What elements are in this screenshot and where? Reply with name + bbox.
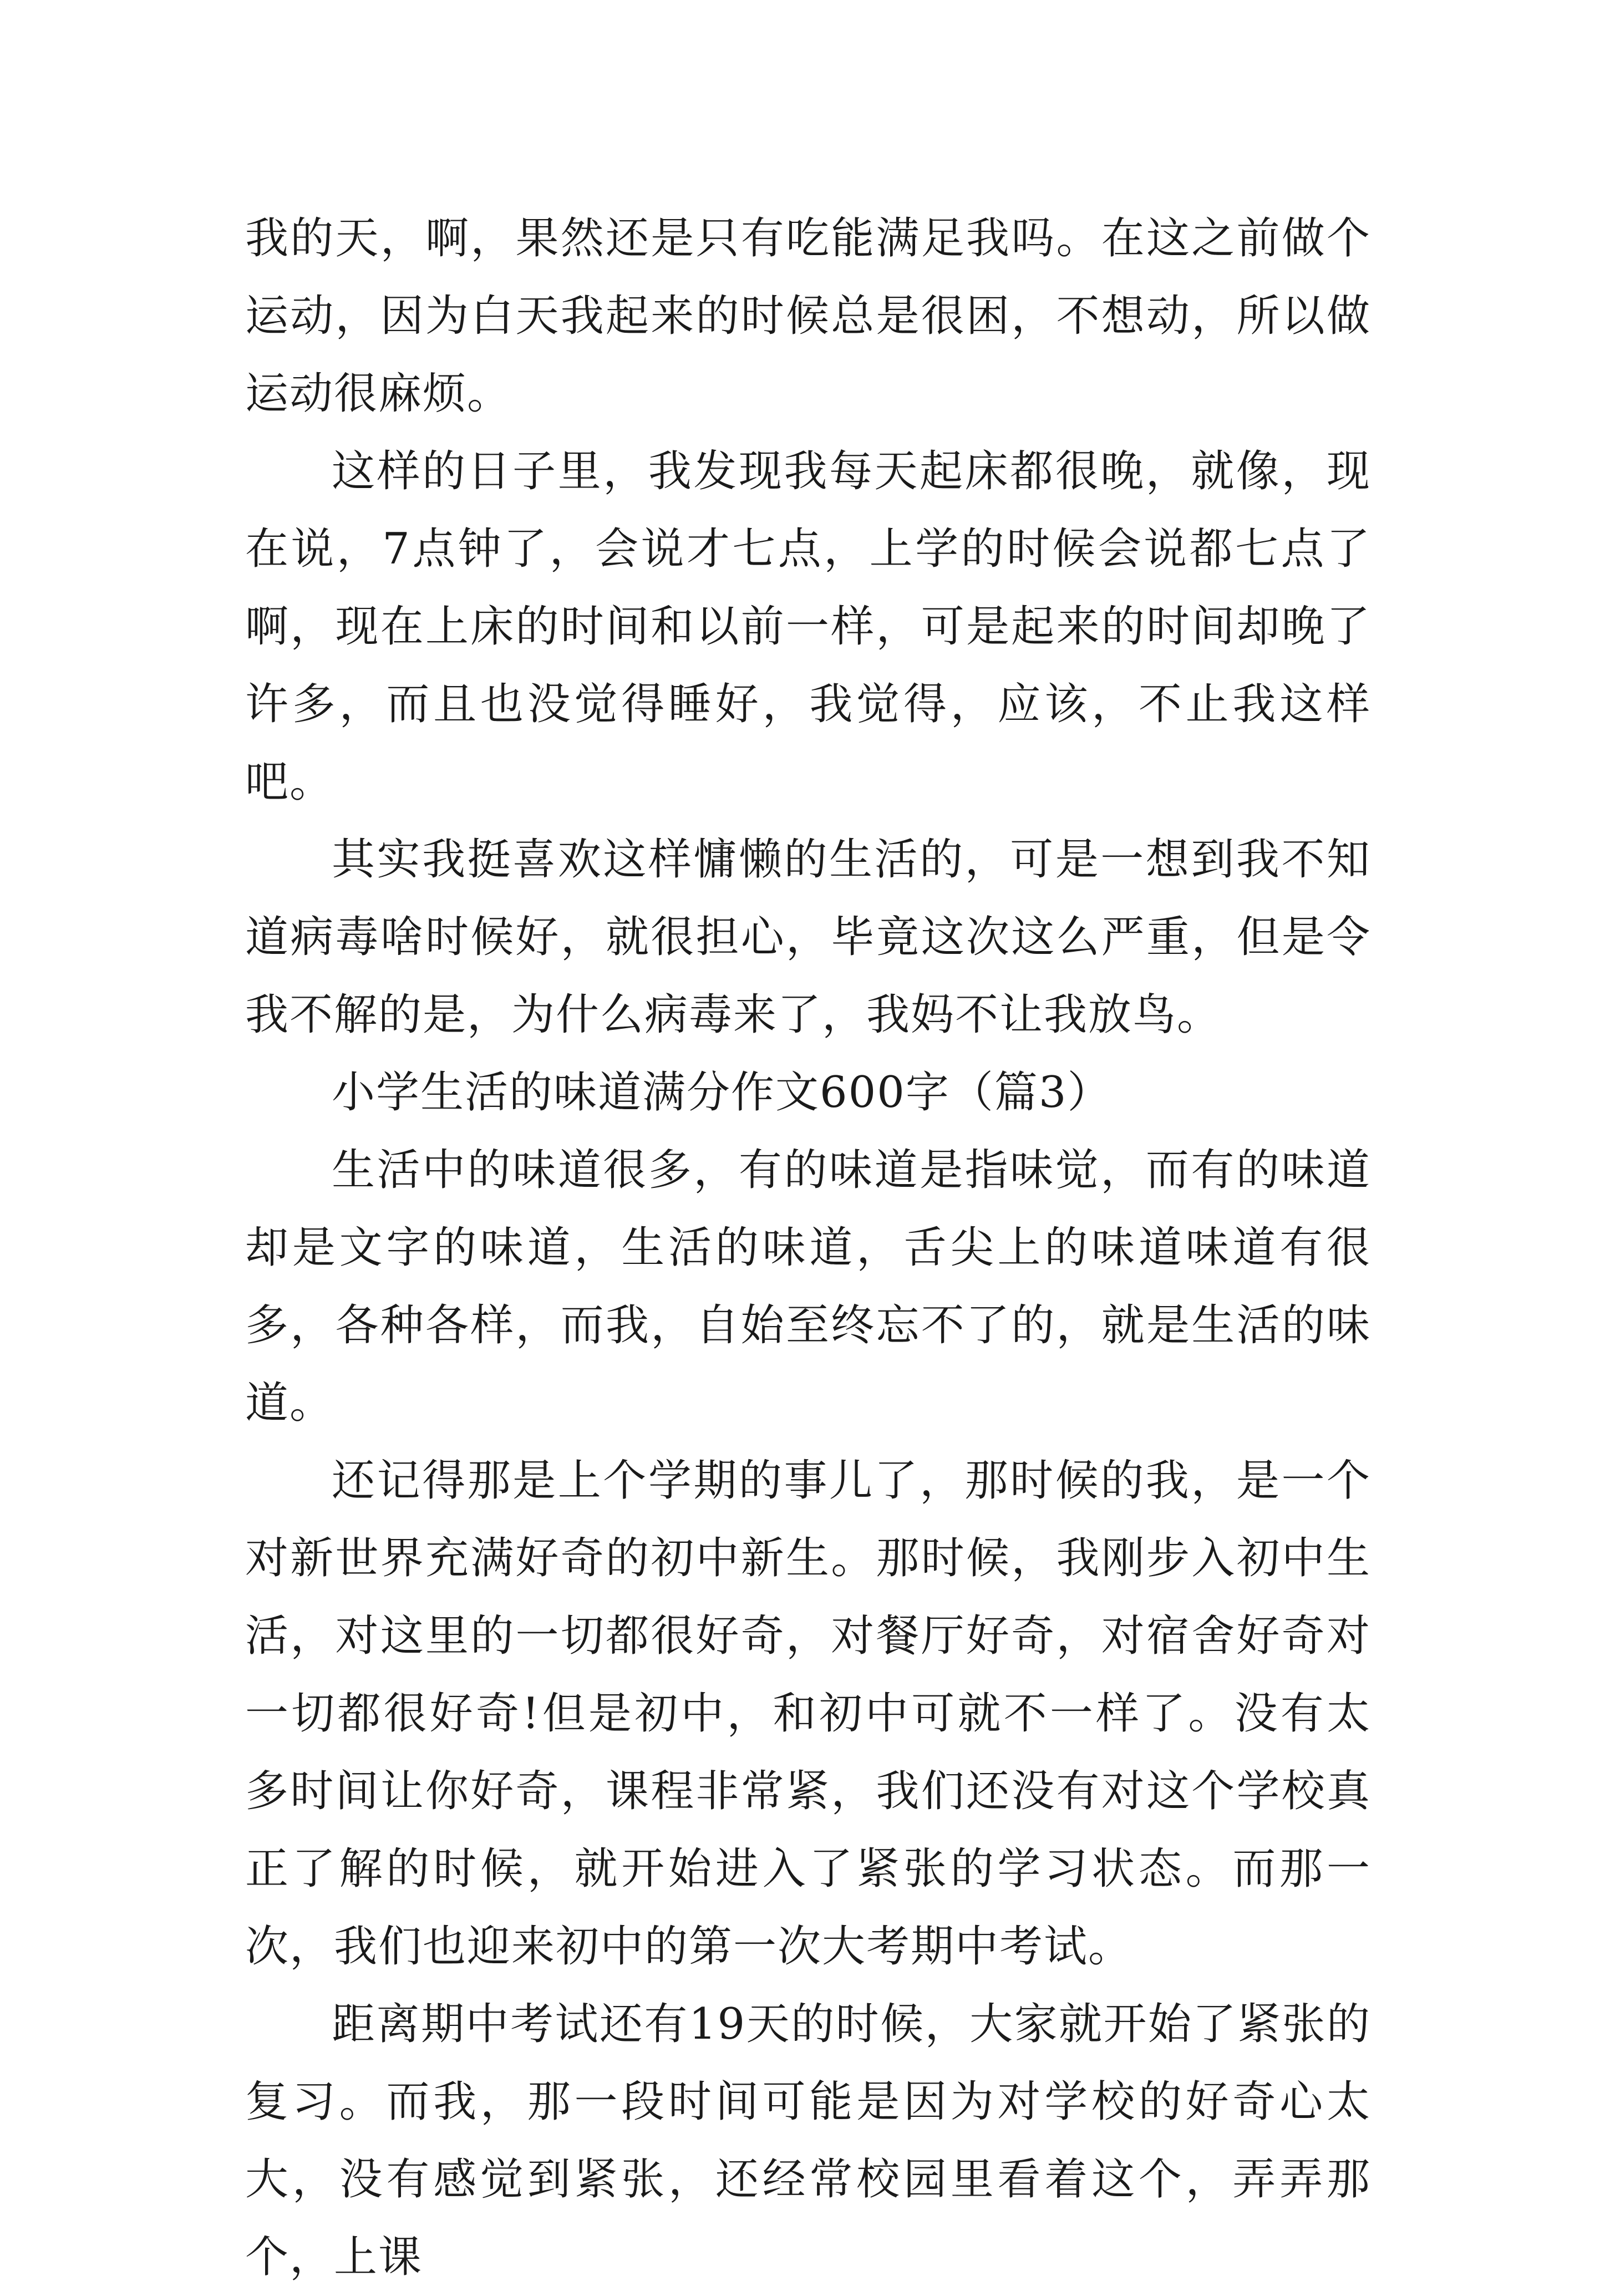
paragraph-6: 距离期中考试还有19天的时候，大家就开始了紧张的复习。而我，那一段时间可能是因为对学校的好奇心太大，没有感觉到紧张，还经常校园里看着这个，弄弄那个，上课 bbox=[245, 1999, 1371, 2282]
paragraph-1: 我的天，啊，果然还是只有吃能满足我吗。在这之前做个运动，因为白天我起来的时候总是很困，不想动，所以做运动很麻烦。 bbox=[245, 214, 1371, 419]
paragraph-5: 还记得那是上个学期的事儿了，那时候的我，是一个对新世界充满好奇的初中新生。那时候，我刚步入初中生活，对这里的一切都很好奇，对餐厅好奇，对宿舍好奇对一切都很好奇!但是初中，和初中可就不一样了。没有太多时间让你好奇，课程非常紧，我们还没有对这个学校真正了解的时候，就开始进入了紧张的学习状态。而那一次，我们也迎来初中的第一次大考期中考试。 bbox=[245, 1456, 1371, 1972]
section-heading: 小学生活的味道满分作文600字（篇3） bbox=[332, 1068, 1112, 1117]
paragraph-3: 其实我挺喜欢这样慵懒的生活的，可是一想到我不知道病毒啥时候好，就很担心，毕竟这次这么严重，但是令我不解的是，为什么病毒来了，我妈不让我放鸟。 bbox=[245, 835, 1371, 1040]
paragraph-4: 生活中的味道很多，有的味道是指味觉，而有的味道却是文字的味道，生活的味道，舌尖上的味道味道有很多，各种各样，而我，自始至终忘不了的，就是生活的味道。 bbox=[245, 1145, 1371, 1428]
paragraph-2: 这样的日子里，我发现我每天起床都很晚，就像，现在说，7点钟了，会说才七点，上学的时候会说都七点了啊，现在上床的时间和以前一样，可是起来的时间却晚了许多，而且也没觉得睡好，我觉得，应该，不止我这样吧。 bbox=[245, 446, 1371, 807]
document-body bbox=[245, 200, 1371, 2296]
